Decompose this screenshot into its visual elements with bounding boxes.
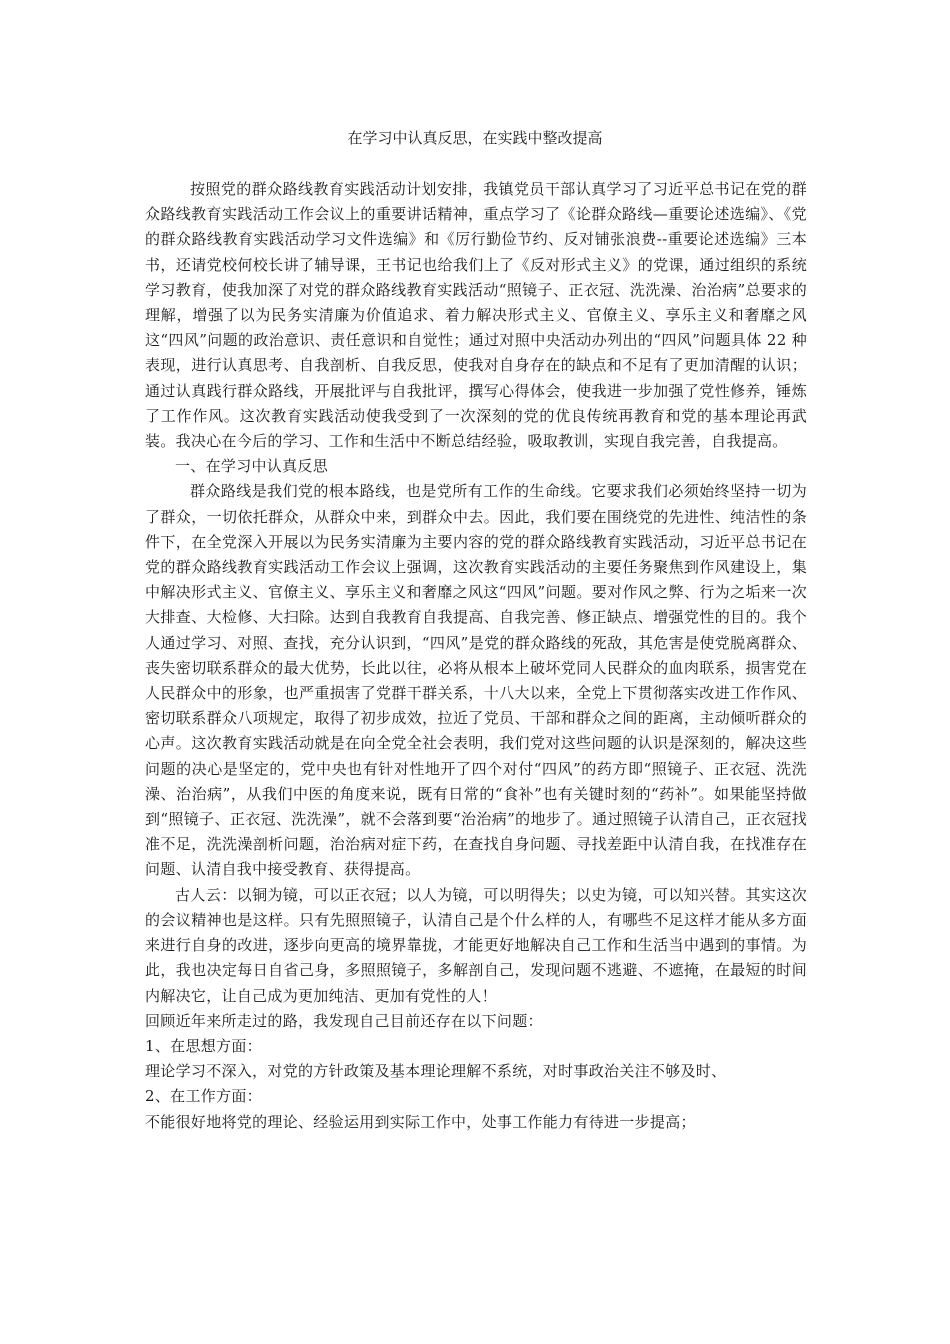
- paragraph-mass-line: 群众路线是我们党的根本路线，也是党所有工作的生命线。它要求我们必须始终坚持一切为了群众，一切依托群众，从群众中来，到群众中去。因此，我们要在围绕党的先进性、纯洁性的条件下，在全党深入开展以为民务实清廉为主要内容的党的群众路线教育实践活动，习近平总书记在党的群众路线教育实践活动工作会议上强调，这次教育实践活动的主要任务聚焦到作风建设上，集中解决形式主义、官僚主义、享乐主义和奢靡之风这“四风”问题。要对作风之弊、行为之垢来一次大排查、大检修、大扫除。达到自我教育自我提高、自我完善、修正缺点、增强党性的目的。我个人通过学习、对照、查找，充分认识到，“四风”是党的群众路线的死敌，其危害是使党脱离群众、丧失密切联系群众的最大优势，长此以往，必将从根本上破坏党同人民群众的血肉联系，损害党在人民群众中的形象，也严重损害了党群干群关系，十八大以来，全党上下贯彻落实改进工作作风、密切联系群众八项规定，取得了初步成效，拉近了党员、干部和群众之间的距离，主动倾听群众的心声。这次教育实践活动就是在向全党全社会表明，我们党对这些问题的认识是深刻的，解决这些问题的决心是坚定的，党中央也有针对性地开了四个对付“四风”的药方即“照镜子、正衣冠、洗洗澡、治治病”，从我们中医的角度来说，既有日常的“食补”也有关键时刻的“药补”。如果能坚持做到“照镜子、正衣冠、洗洗澡”，就不会落到要“治治病”的地步了。通过照镜子认清自己，正衣冠找准不足，洗洗澡剖析问题，治治病对症下药，在查找自身问题、寻找差距中认清自我，在找准存在问题、认清自我中接受教育、获得提高。: [145, 482, 807, 879]
- document-title: 在学习中认真反思，在实践中整改提高: [347, 129, 603, 147]
- paragraph-work-issue: 不能很好地将党的理论、经验运用到实际工作中，处事工作能力有待进一步提高；: [145, 1112, 696, 1131]
- document-body: [145, 177, 807, 1135]
- section-heading-1: 一、在学习中认真反思: [175, 457, 329, 476]
- list-heading-thought: 1、在思想方面：: [145, 1036, 262, 1055]
- paragraph-intro: 按照党的群众路线教育实践活动计划安排，我镇党员干部认真学习了习近平总书记在党的群众路线教育实践活动工作会议上的重要讲话精神，重点学习了《论群众路线—重要论述选编》、《党的群众路线教育实践活动学习文件选编》和《厉行勤俭节约、反对铺张浪费--重要论述选编》三本书，还请党校何校长讲了辅导课，王书记也给我们上了《反对形式主义》的党课，通过组织的系统学习教育，使我加深了对党的群众路线教育实践活动“照镜子、正衣冠、洗洗澡、治治病”总要求的理解，增强了以为民务实清廉为价值追求、着力解决形式主义、官僚主义、享乐主义和奢靡之风这“四风”问题的政治意识、责任意识和自觉性；通过对照中央活动办列出的“四风”问题具体 22 种表现，进行认真思考、自我剖析、自我反思，使我对自身存在的缺点和不足有了更加清醒的认识；通过认真践行群众路线，开展批评与自我批评，撰写心得体会，使我进一步加强了党性修养，锤炼了工作作风。这次教育实践活动使我受到了一次深刻的党的优良传统再教育和党的基本理论再武装。我决心在今后的学习、工作和生活中不断总结经验，吸取教训，实现自我完善，自我提高。: [145, 180, 807, 451]
- list-heading-work: 2、在工作方面：: [145, 1087, 262, 1106]
- paragraph-ancient-saying: 古人云：以铜为镜，可以正衣冠；以人为镜，可以明得失；以史为镜，可以知兴替。其实这次的会议精神也是这样。只有先照照镜子，认清自己是个什么样的人，有哪些不足这样才能从多方面来进行自身的改进，逐步向更高的境界靠拢，才能更好地解决自己工作和生活当中遇到的事情。为此，我也决定每日自省己身，多照照镜子，多解剖自己，发现问题不逃避、不遮掩，在最短的时间内解决它，让自己成为更加纯洁、更加有党性的人！: [145, 885, 807, 1005]
- paragraph-thought-issue: 理论学习不深入，对党的方针政策及基本理论理解不系统，对时事政治关注不够及时、: [145, 1062, 727, 1081]
- paragraph-review: 回顾近年来所走过的路，我发现自己目前还存在以下问题：: [145, 1011, 543, 1030]
